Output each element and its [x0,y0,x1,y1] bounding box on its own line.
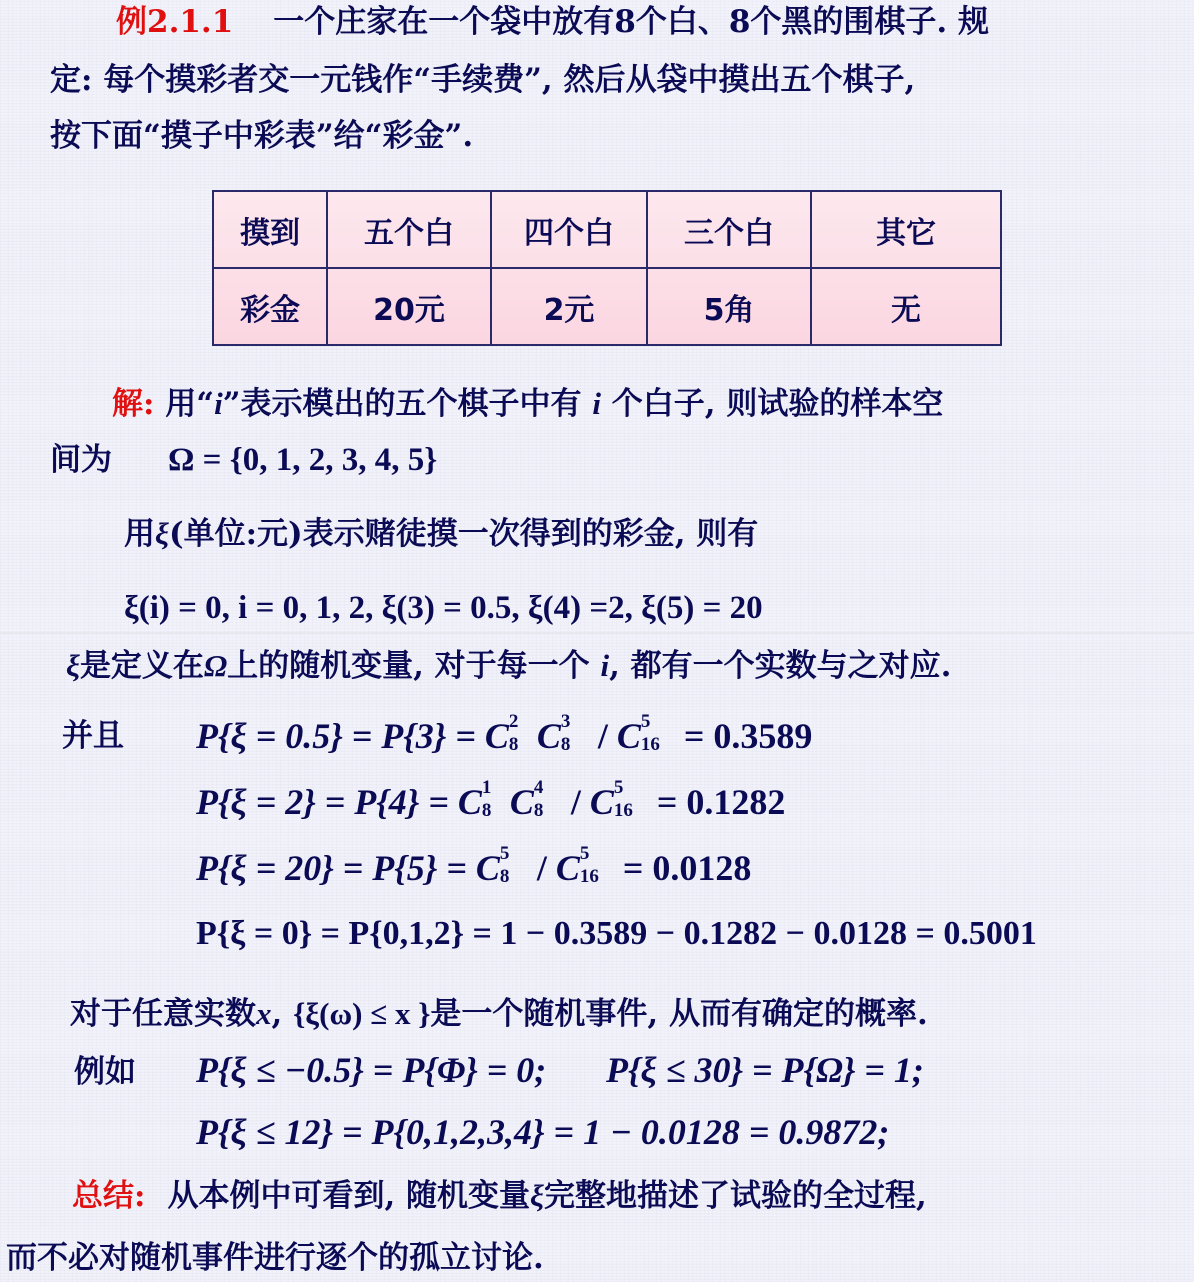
comb-index [481,777,510,821]
text: 从本例中可看到, 随机变量 [167,1178,531,1214]
table-row [213,268,1001,345]
comb-index [560,711,589,755]
formula-text: 16 [579,866,599,887]
table-cell: 20元 [327,268,491,345]
formula-text: 5 [579,843,590,864]
formula-text: 8 [533,800,544,821]
xi-values-line [124,588,763,628]
formula-text: P{ξ = 2} = P{4} = [196,782,458,822]
top-slide-panel [0,0,1194,632]
var-i: i [214,386,223,421]
example-line-3: 按下面“摸子中彩表”给“彩金”. [50,118,474,154]
var-x: x [256,996,272,1031]
text: 是一个随机事件, 从而有确定的概率. [430,996,928,1032]
solution-text: 用“ [165,386,215,422]
formula-text: / [588,716,617,756]
summary-label: 总结: [72,1178,146,1214]
example-text-1: 一个庄家在一个袋中放有8个白、8个黑的围棋子. 规 [273,4,990,40]
comb-index [613,777,648,821]
formula-text: 5 [613,777,624,798]
text: 上的随机变量, 对于每一个 [227,648,590,684]
formula-text: C [484,716,509,756]
var-i: i [600,648,610,683]
var-xi: ξ [530,1178,544,1213]
formula-text: 3 [560,711,571,732]
formula-text: 5 [640,711,651,732]
var-i: i [592,386,601,421]
example-formula-3: P{ξ ≤ 12} = P{0,1,2,3,4} = 1 − 0.0128 = 0.9872; [196,1112,890,1152]
formula-text: 8 [481,800,492,821]
prob-formula-2 [196,777,786,824]
formula-text: 8 [499,866,510,887]
text: 是定义在 [79,648,204,684]
prob-formula-3 [196,843,752,890]
comb-index [640,711,675,755]
formula-text: C [536,716,561,756]
sample-space-formula: Ω = {0, 1, 2, 3, 4, 5} [168,442,438,478]
prob-formula-4: P{ξ = 0} = P{0,1,2} = 1 − 0.3589 − 0.1282 − 0.0128 = 0.5001 [196,915,1037,952]
summary-line-1 [72,1176,927,1216]
text: , 都有一个实数与之对应. [609,648,952,684]
prob-formula-1 [196,711,813,758]
comb-index [579,843,614,887]
formula-text: = 0.0128 [613,848,752,888]
formula-text: / [527,848,556,888]
example-line-2: 定: 每个摸彩者交一元钱作“手续费”, 然后从袋中摸出五个棋子, [50,62,916,98]
formula-text: C [457,782,482,822]
var-omega: Ω [203,648,228,683]
definition-line [66,646,951,686]
any-real-line [70,994,928,1034]
formula-text: = 0.1282 [647,782,786,822]
solution-line-2 [50,440,437,480]
formula-text: C [555,848,580,888]
formula-text: 8 [508,734,519,755]
formula-text: 2 [508,711,519,732]
example-formula-2: P{ξ ≤ 30} = P{Ω} = 1; [606,1050,924,1090]
table-cell: 5角 [647,268,811,345]
xi-values-formula: ξ(i) = 0, i = 0, 1, 2, ξ(3) = 0.5, ξ(4) =2, ξ(5) = 20 [124,590,763,626]
solution-label: 解: [112,386,155,422]
formula-text: 16 [640,734,660,755]
example-label: 例2.1.1 [116,4,234,40]
example-label-rulu: 例如 [74,1054,136,1090]
solution-line-1 [112,384,943,424]
example-line-1 [116,2,989,42]
text: 对于任意实数 [70,996,256,1032]
formula-text: P{ξ = 0.5} = P{3} = [196,716,485,756]
comb-index [499,843,528,887]
table-header-cell: 摸到 [213,191,327,268]
example-formula-1: P{ξ ≤ −0.5} = P{Φ} = 0; [196,1050,547,1090]
var-xi: ξ [155,516,169,551]
xi-definition-line [124,514,758,554]
formula-text: 8 [560,734,571,755]
comb-index [508,711,537,755]
solution-text: ”表示模出的五个棋子中有 [222,386,582,422]
formula-text: C [616,716,641,756]
solution-text: (单位:元)表示赌徒摸一次得到的彩金, 则有 [168,516,759,552]
solution-text: 间为 [50,442,112,478]
and-label: 并且 [62,718,124,754]
solution-text: 用 [124,516,155,552]
formula-text: / [561,782,590,822]
event-formula: {ξ(ω) ≤ x } [293,996,431,1031]
text: 完整地描述了试验的全过程, [543,1178,927,1214]
text: , [271,996,283,1032]
var-xi: ξ [66,648,80,683]
table-header-cell: 其它 [811,191,1001,268]
formula-text: 1 [481,777,492,798]
table-header-cell: 四个白 [491,191,647,268]
formula-text: = 0.3589 [674,716,813,756]
table-row [213,191,1001,268]
solution-text: 个白子, 则试验的样本空 [611,386,944,422]
formula-text: P{ξ = 20} = P{5} = [196,848,476,888]
comb-index [533,777,562,821]
formula-text: 5 [499,843,510,864]
bottom-slide-panel [0,632,1194,1282]
table-cell: 彩金 [213,268,327,345]
formula-text: 4 [533,777,544,798]
summary-line-2: 而不必对随机事件进行逐个的孤立讨论. [6,1240,544,1276]
table-header-cell: 三个白 [647,191,811,268]
table-cell: 无 [811,268,1001,345]
formula-text: 16 [613,800,633,821]
table-header-cell: 五个白 [327,191,491,268]
formula-text: C [509,782,534,822]
formula-text: C [589,782,614,822]
prize-table [212,190,1002,346]
table-cell: 2元 [491,268,647,345]
formula-text: C [475,848,500,888]
